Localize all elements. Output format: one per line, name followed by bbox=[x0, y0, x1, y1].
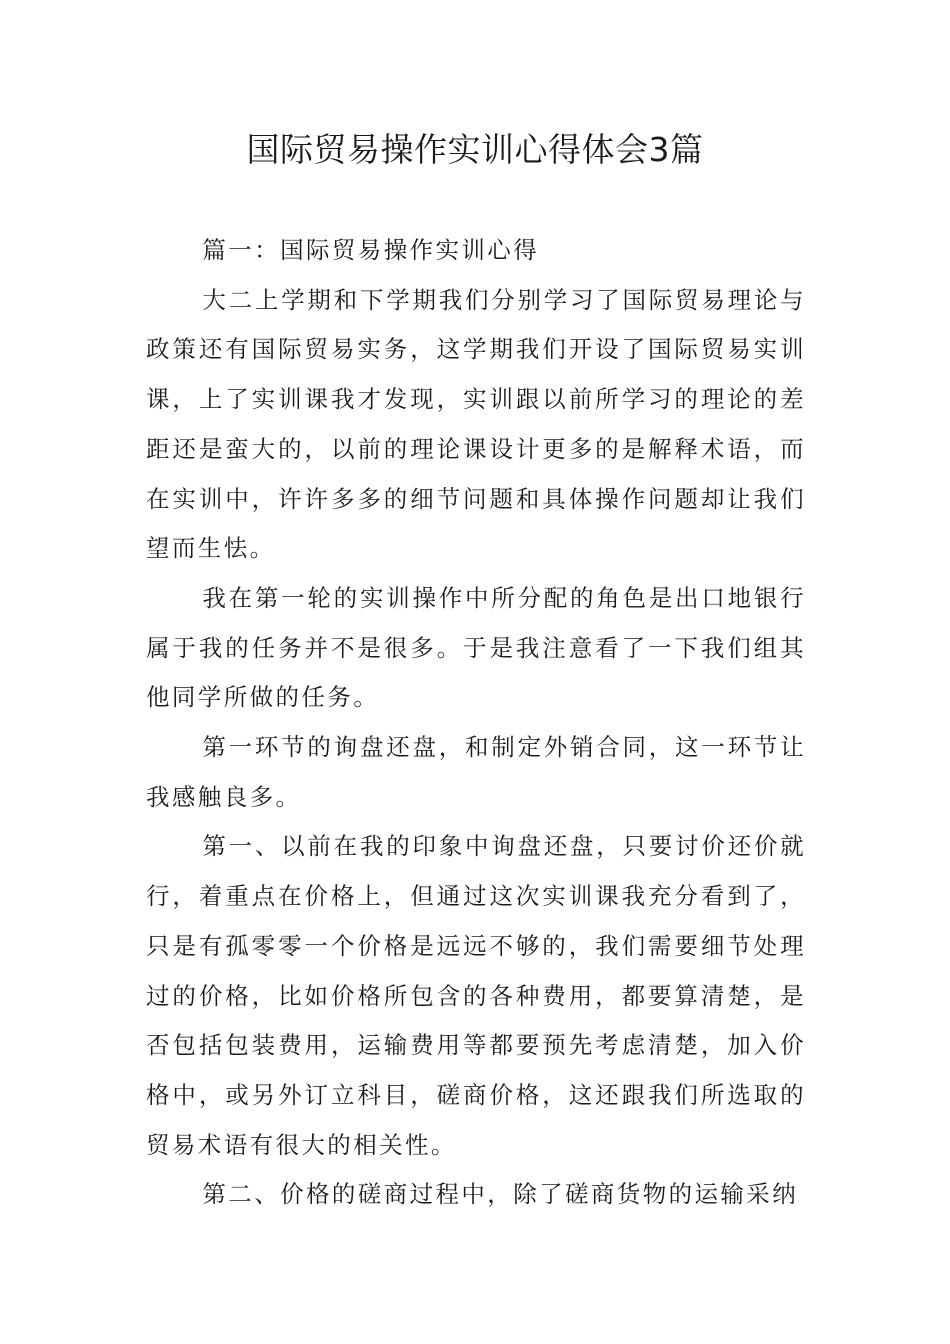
paragraph: 第二、价格的磋商过程中，除了磋商货物的运输采纳 bbox=[202, 1180, 799, 1209]
document-title: 国际贸易操作实训心得体会3篇 bbox=[246, 130, 704, 169]
paragraph: 第一、以前在我的印象中询盘还盘，只要讨价还价就行，着重点在价格上，但通过这次实训课我充分看到了，只是有孤零零一个价格是远远不够的，我们需要细节处理过的价格，比如价格所包含的各种费用，都要算清楚，是否包括包装费用，运输费用等都要预先考虑清楚，加入价格中，或另外订立科目，磋商价格，这还跟我们所选取的贸易术语有很大的相关性。 bbox=[146, 832, 806, 1159]
paragraph: 我在第一轮的实训操作中所分配的角色是出口地银行属于我的任务并不是很多。于是我注意看了一下我们组其他同学所做的任务。 bbox=[146, 583, 806, 712]
section-heading: 篇一：国际贸易操作实训心得 bbox=[202, 236, 540, 264]
paragraph: 第一环节的询盘还盘，和制定外销合同，这一环节让我感触良多。 bbox=[146, 733, 806, 811]
document-body bbox=[146, 226, 806, 1220]
paragraph: 大二上学期和下学期我们分别学习了国际贸易理论与政策还有国际贸易实务，这学期我们开设了国际贸易实训课，上了实训课我才发现，实训跟以前所学习的理论的差距还是蛮大的，以前的理论课设计更多的是解释术语，而在实训中，许许多多的细节问题和具体操作问题却让我们望而生怯。 bbox=[146, 285, 806, 563]
